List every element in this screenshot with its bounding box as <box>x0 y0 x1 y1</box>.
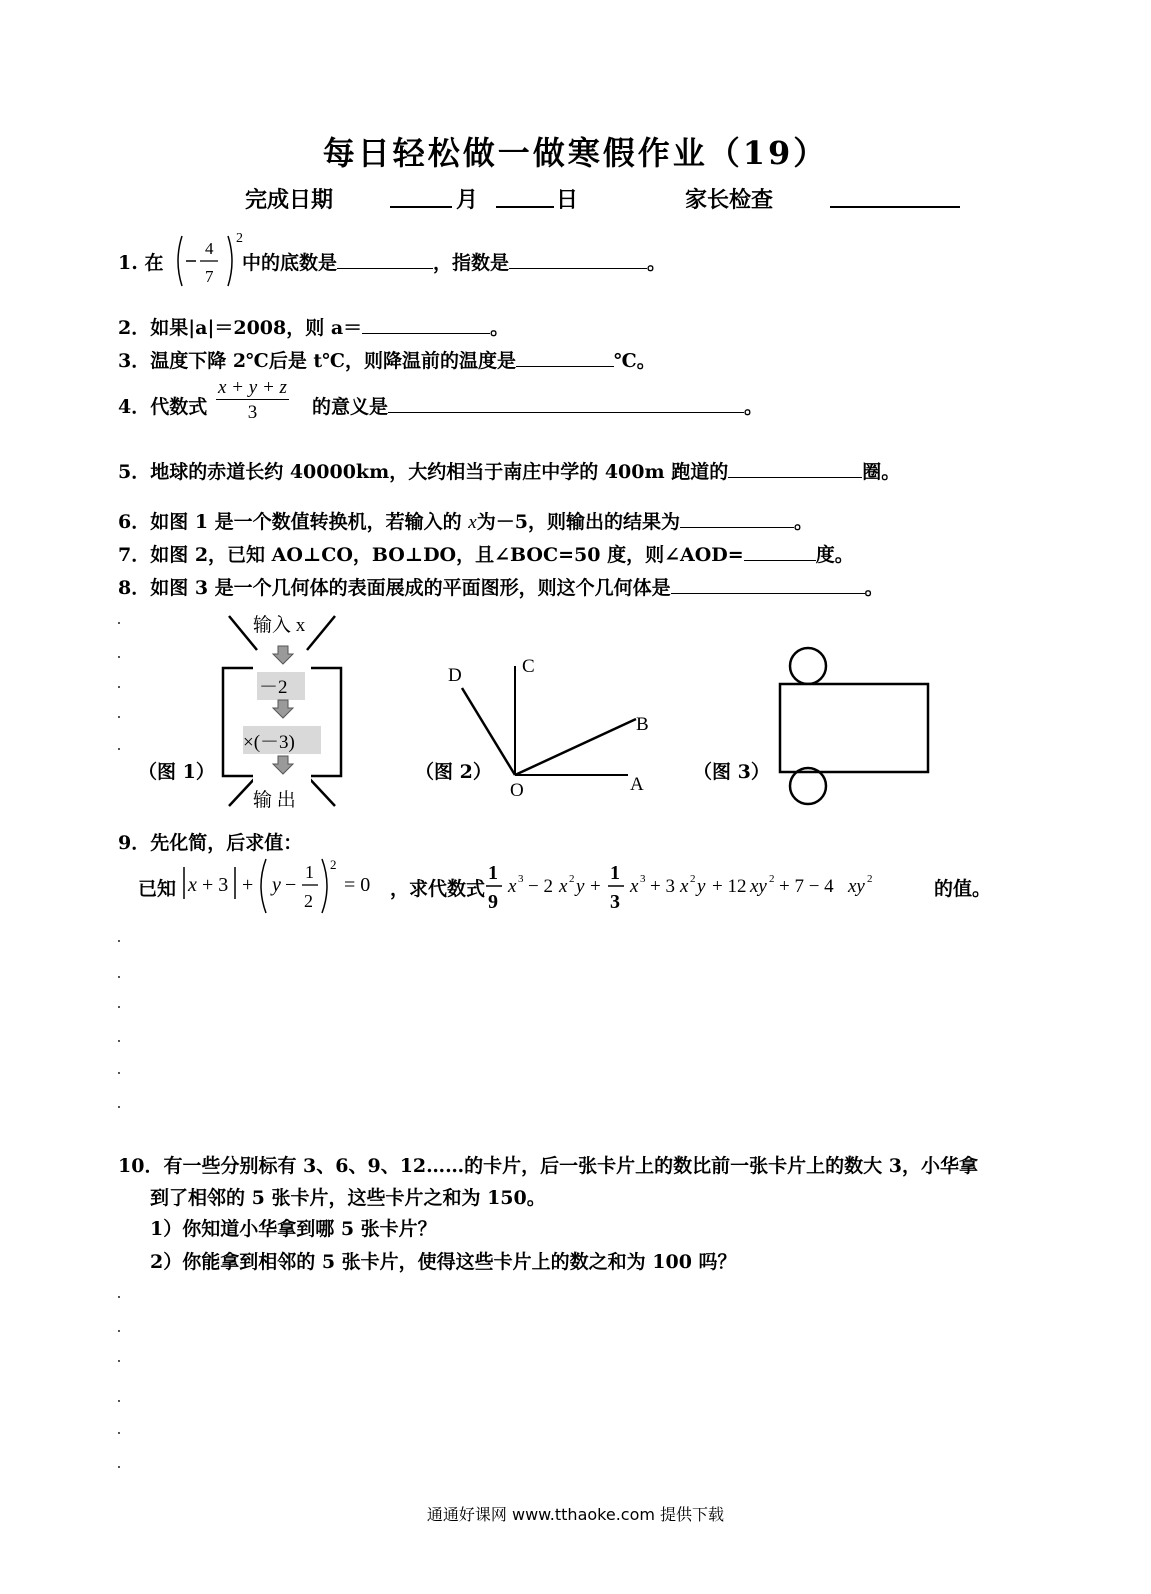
q4-mid: 的意义是 <box>312 396 389 418</box>
q9-end: 的值。 <box>934 878 992 900</box>
q9-given: 已知 <box>138 878 177 900</box>
parent-check-label: 家长检查 <box>685 187 774 213</box>
margin-dot <box>118 1466 120 1468</box>
margin-dot <box>118 1106 120 1108</box>
question-4-pre: 4．代数式 <box>118 396 208 418</box>
question-10-sub1: 1）你知道小华拿到哪 5 张卡片？ <box>150 1218 437 1240</box>
svg-text:− 2: − 2 <box>528 876 553 897</box>
margin-dot <box>118 940 120 942</box>
svg-text:2: 2 <box>769 873 775 885</box>
date-label: 完成日期 <box>245 187 334 213</box>
svg-text:−: − <box>285 874 297 896</box>
question-5 <box>118 457 900 484</box>
margin-dot <box>118 1296 120 1298</box>
q3-text: 3．温度下降 2℃后是 t℃，则降温前的温度是 <box>118 350 516 372</box>
q5-end: 圈。 <box>862 461 901 483</box>
q1-blank-base[interactable] <box>337 250 433 269</box>
q1-frac-num: 4 <box>205 239 214 258</box>
svg-text:+ 3: + 3 <box>202 874 229 896</box>
question-7 <box>118 540 854 567</box>
svg-text:y: y <box>697 876 706 897</box>
svg-text:3: 3 <box>610 891 620 913</box>
footer-source: 通通好课网 www.tthaoke.com 提供下载 <box>426 1505 725 1524</box>
fig1-output-label: 输 出 <box>253 790 296 810</box>
margin-dot <box>118 1432 120 1434</box>
day-blank[interactable] <box>496 206 554 208</box>
question-8 <box>118 573 884 600</box>
fig2-caption: （图 2） <box>415 761 492 783</box>
svg-text:9: 9 <box>488 891 498 913</box>
margin-dot <box>118 716 120 718</box>
q7-end: 度。 <box>815 544 854 566</box>
fig2-angle-diagram <box>440 650 660 800</box>
q1-power-expression <box>172 232 236 290</box>
svg-text:2: 2 <box>304 891 313 911</box>
q8-end: 。 <box>864 577 884 599</box>
svg-text:+ 12: + 12 <box>712 876 747 897</box>
fig1-op2: ×(－3) <box>243 732 295 753</box>
svg-text:x: x <box>680 876 689 897</box>
margin-dot <box>118 1006 120 1008</box>
day-label: 日 <box>556 187 579 213</box>
q9-expression <box>484 853 934 915</box>
month-label: 月 <box>456 187 479 213</box>
fig3-cylinder-net <box>775 645 935 810</box>
margin-dot <box>118 1400 120 1402</box>
margin-dot <box>118 976 120 978</box>
q5-blank[interactable] <box>728 459 862 478</box>
fig3-caption: （图 3） <box>693 761 770 783</box>
q7-blank[interactable] <box>744 542 816 561</box>
page-title: 每日轻松做一做寒假作业（19） <box>322 134 829 172</box>
q3-blank[interactable] <box>516 348 614 367</box>
question-1 <box>118 248 163 275</box>
svg-text:x: x <box>188 874 197 896</box>
q1-body <box>242 248 666 275</box>
margin-dot <box>118 656 120 658</box>
q1-mid: 中的底数是 <box>242 252 338 274</box>
q6-mid: 为－5，则输出的结果为 <box>476 511 680 533</box>
q1-exponent: 2 <box>236 231 243 246</box>
q1-number: 1. <box>118 252 138 274</box>
margin-dot <box>118 1040 120 1042</box>
q3-end: ℃。 <box>613 350 656 372</box>
parent-check-blank[interactable] <box>830 206 960 208</box>
fig2-label-c: C <box>522 656 535 677</box>
svg-text:+ 7 − 4: + 7 − 4 <box>779 876 834 897</box>
svg-text:3: 3 <box>518 873 524 885</box>
margin-dot <box>118 622 120 624</box>
margin-dot <box>118 748 120 750</box>
svg-text:+ 3: + 3 <box>650 876 675 897</box>
margin-dot <box>118 1072 120 1074</box>
svg-text:= 0: = 0 <box>344 874 371 896</box>
q1-frac-den: 7 <box>205 267 214 286</box>
q4-end: 。 <box>744 396 764 418</box>
q2-blank[interactable] <box>362 315 490 334</box>
q9-ask: ，求代数式 <box>390 878 486 900</box>
question-4-body <box>312 392 763 419</box>
fig1-caption: （图 1） <box>138 761 215 783</box>
q6-end: 。 <box>793 511 813 533</box>
question-10-line2: 到了相邻的 5 张卡片，这些卡片之和为 150。 <box>150 1187 546 1209</box>
q4-blank[interactable] <box>388 394 744 413</box>
month-blank[interactable] <box>390 206 452 208</box>
question-10-line1: 10．有一些分别标有 3、6、9、12……的卡片，后一张卡片上的数比前一张卡片上的数大 3，小华拿 <box>118 1155 978 1177</box>
q8-text: 8．如图 3 是一个几何体的表面展成的平面图形，则这个几何体是 <box>118 577 671 599</box>
q7-text: 7．如图 2，已知 AO⊥CO，BO⊥DO，且∠BOC=50 度，则∠AOD= <box>118 544 744 566</box>
q1-mid2: ，指数是 <box>433 252 510 274</box>
fig2-label-a: A <box>630 774 644 795</box>
question-3 <box>118 346 656 373</box>
fig2-label-o: O <box>510 780 524 800</box>
svg-text:+: + <box>242 874 254 896</box>
question-10-sub2: 2）你能拿到相邻的 5 张卡片，使得这些卡片上的数之和为 100 吗？ <box>150 1251 737 1273</box>
svg-text:xy: xy <box>750 876 767 897</box>
margin-dot <box>118 1360 120 1362</box>
svg-text:x: x <box>508 876 517 897</box>
svg-text:+: + <box>590 876 601 897</box>
q1-blank-exponent[interactable] <box>509 250 647 269</box>
question-9: 9．先化简，后求值： <box>118 832 303 854</box>
svg-text:y: y <box>576 876 585 897</box>
fig1-op1: －2 <box>259 677 288 698</box>
svg-text:2: 2 <box>330 857 337 872</box>
question-6 <box>118 507 813 534</box>
q6-blank[interactable] <box>680 509 794 528</box>
q5-text: 5．地球的赤道长约 40000km，大约相当于南庄中学的 400m 跑道的 <box>118 461 729 483</box>
down-arrow-icon <box>273 700 293 718</box>
fig2-label-b: B <box>636 714 649 735</box>
q1-end: 。 <box>647 252 667 274</box>
q4-frac-num: x + y + z <box>218 377 287 398</box>
q6-variable: x <box>468 512 477 533</box>
svg-text:1: 1 <box>488 862 498 884</box>
fig2-label-d: D <box>448 665 462 686</box>
svg-text:xy: xy <box>848 876 865 897</box>
svg-text:2: 2 <box>690 873 696 885</box>
margin-dot <box>118 1330 120 1332</box>
q8-blank[interactable] <box>671 575 865 594</box>
svg-text:2: 2 <box>867 873 873 885</box>
svg-text:y: y <box>272 874 281 896</box>
q4-fraction <box>216 377 289 424</box>
svg-text:x: x <box>630 876 639 897</box>
svg-text:1: 1 <box>305 862 314 882</box>
q4-frac-den: 3 <box>247 402 258 423</box>
svg-text:3: 3 <box>640 873 646 885</box>
svg-text:x: x <box>559 876 568 897</box>
svg-text:2: 2 <box>569 873 575 885</box>
question-2 <box>118 313 509 340</box>
svg-text:1: 1 <box>610 862 620 884</box>
fig1-input-label: 输入 x <box>253 615 306 636</box>
q2-end: 。 <box>490 317 510 339</box>
q6-pre: 6．如图 1 是一个数值转换机，若输入的 <box>118 511 462 533</box>
margin-dot <box>118 686 120 688</box>
q1-pre: 在 <box>144 252 164 274</box>
fig1-conversion-machine <box>215 610 355 810</box>
q9-condition <box>180 855 390 917</box>
q2-text: 2．如果|a|＝2008，则 a＝ <box>118 317 363 339</box>
